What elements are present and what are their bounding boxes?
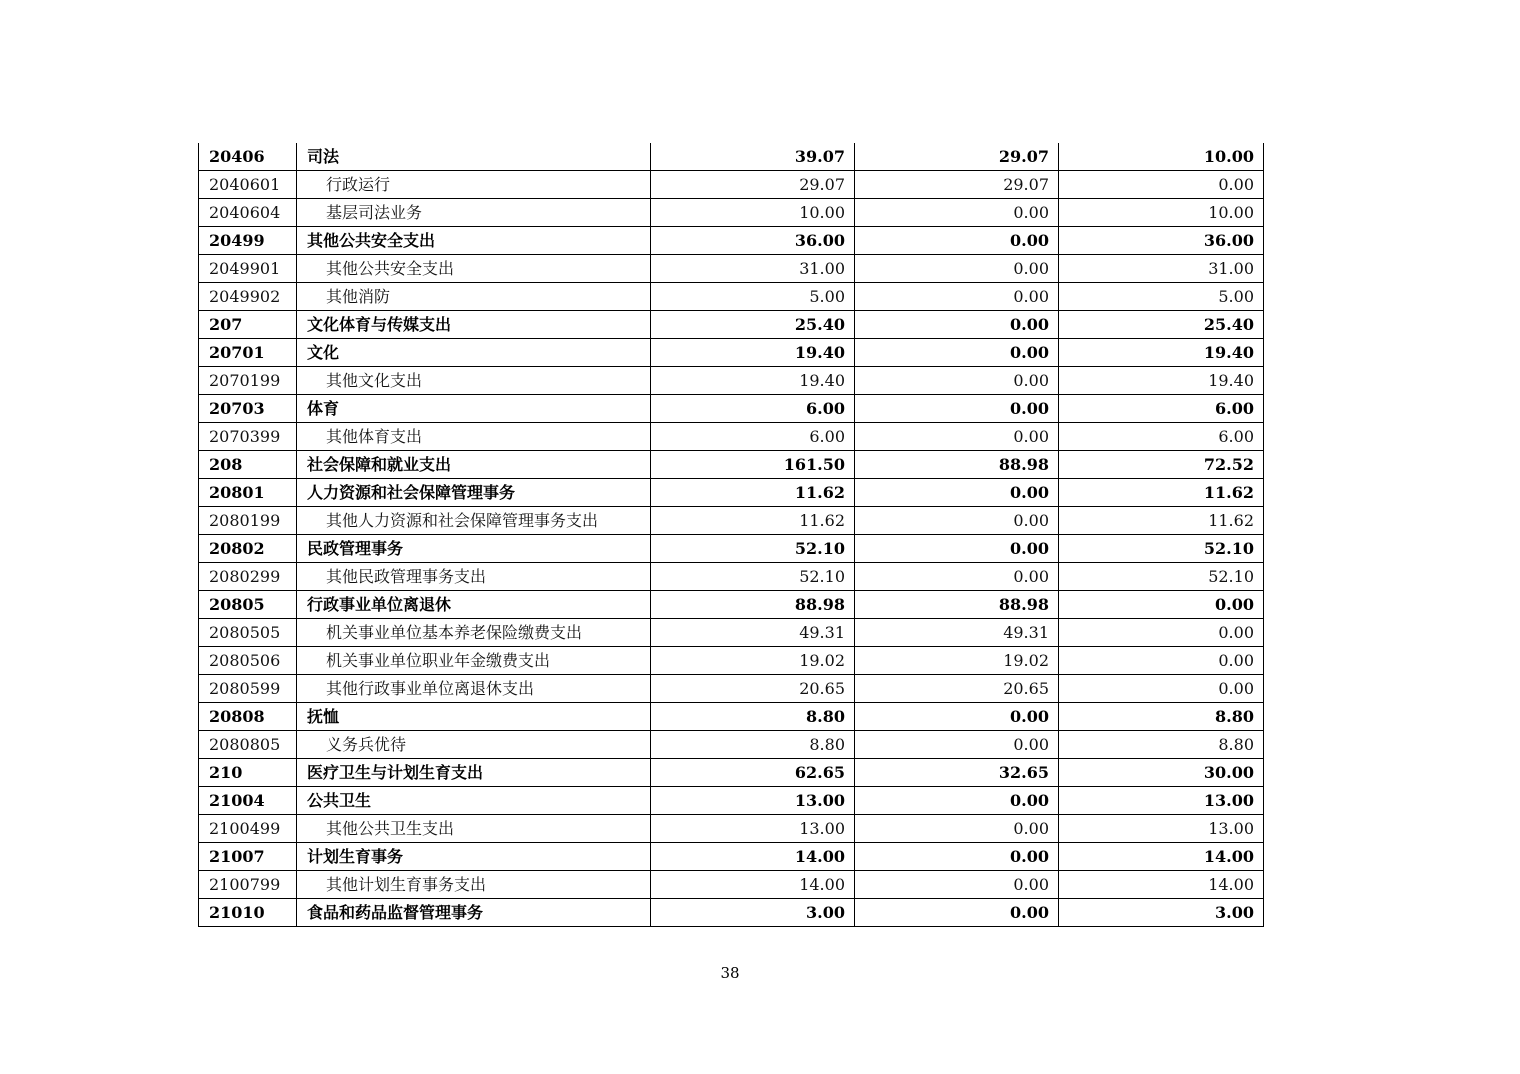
subject-name-cell [297, 423, 651, 451]
subject-name-cell [297, 563, 651, 591]
subject-name: 行政事业单位离退休 [307, 595, 452, 614]
basic-expenditure-cell: 0.00 [855, 787, 1059, 815]
subject-name-cell [297, 143, 651, 171]
total-amount-cell: 8.80 [651, 703, 855, 731]
project-expenditure-cell: 0.00 [1059, 171, 1264, 199]
project-expenditure-cell: 6.00 [1059, 395, 1264, 423]
basic-expenditure-cell: 0.00 [855, 507, 1059, 535]
subject-name: 基层司法业务 [326, 203, 423, 222]
subject-code-cell: 21010 [199, 899, 297, 927]
subject-code-cell: 2040604 [199, 199, 297, 227]
project-expenditure-cell: 10.00 [1059, 143, 1264, 171]
subject-name: 其他公共安全支出 [307, 231, 436, 250]
total-amount-cell: 19.40 [651, 367, 855, 395]
subject-name: 其他计划生育事务支出 [326, 875, 487, 894]
basic-expenditure-cell: 19.02 [855, 647, 1059, 675]
project-expenditure-cell: 52.10 [1059, 563, 1264, 591]
total-amount-cell: 14.00 [651, 871, 855, 899]
subject-name: 公共卫生 [307, 791, 372, 810]
subject-name: 其他民政管理事务支出 [326, 567, 487, 586]
subject-name-cell [297, 395, 651, 423]
subject-code-cell: 21007 [199, 843, 297, 871]
table-row [199, 619, 1264, 647]
subject-code-cell: 2080505 [199, 619, 297, 647]
basic-expenditure-cell: 29.07 [855, 143, 1059, 171]
project-expenditure-cell: 6.00 [1059, 423, 1264, 451]
total-amount-cell: 3.00 [651, 899, 855, 927]
subject-code-cell: 207 [199, 311, 297, 339]
basic-expenditure-cell: 0.00 [855, 227, 1059, 255]
subject-name-cell [297, 535, 651, 563]
basic-expenditure-cell: 0.00 [855, 843, 1059, 871]
table-row [199, 647, 1264, 675]
project-expenditure-cell: 19.40 [1059, 367, 1264, 395]
table-row [199, 227, 1264, 255]
subject-name-cell [297, 843, 651, 871]
subject-code-cell: 2070199 [199, 367, 297, 395]
basic-expenditure-cell: 88.98 [855, 451, 1059, 479]
basic-expenditure-cell: 0.00 [855, 255, 1059, 283]
basic-expenditure-cell: 32.65 [855, 759, 1059, 787]
basic-expenditure-cell: 0.00 [855, 731, 1059, 759]
basic-expenditure-cell: 0.00 [855, 563, 1059, 591]
subject-name: 其他行政事业单位离退休支出 [326, 679, 535, 698]
total-amount-cell: 52.10 [651, 535, 855, 563]
subject-name-cell [297, 675, 651, 703]
basic-expenditure-cell: 0.00 [855, 535, 1059, 563]
basic-expenditure-cell: 0.00 [855, 703, 1059, 731]
subject-name: 食品和药品监督管理事务 [307, 903, 484, 922]
project-expenditure-cell: 14.00 [1059, 871, 1264, 899]
project-expenditure-cell: 14.00 [1059, 843, 1264, 871]
project-expenditure-cell: 0.00 [1059, 619, 1264, 647]
basic-expenditure-cell: 0.00 [855, 311, 1059, 339]
project-expenditure-cell: 36.00 [1059, 227, 1264, 255]
subject-code-cell: 2080599 [199, 675, 297, 703]
subject-name-cell [297, 815, 651, 843]
project-expenditure-cell: 19.40 [1059, 339, 1264, 367]
total-amount-cell: 13.00 [651, 787, 855, 815]
subject-name: 其他消防 [326, 287, 391, 306]
subject-name: 机关事业单位基本养老保险缴费支出 [326, 623, 583, 642]
subject-name: 民政管理事务 [307, 539, 404, 558]
total-amount-cell: 31.00 [651, 255, 855, 283]
basic-expenditure-cell: 88.98 [855, 591, 1059, 619]
table-row [199, 535, 1264, 563]
subject-name-cell [297, 255, 651, 283]
subject-name: 司法 [307, 147, 340, 166]
total-amount-cell: 29.07 [651, 171, 855, 199]
total-amount-cell: 6.00 [651, 423, 855, 451]
table-row [199, 591, 1264, 619]
subject-name-cell [297, 311, 651, 339]
table-row [199, 339, 1264, 367]
subject-code-cell: 2080299 [199, 563, 297, 591]
subject-name: 行政运行 [326, 175, 391, 194]
total-amount-cell: 6.00 [651, 395, 855, 423]
total-amount-cell: 49.31 [651, 619, 855, 647]
subject-code-cell: 2040601 [199, 171, 297, 199]
total-amount-cell: 52.10 [651, 563, 855, 591]
subject-code-cell: 20801 [199, 479, 297, 507]
total-amount-cell: 20.65 [651, 675, 855, 703]
subject-code-cell: 2080199 [199, 507, 297, 535]
table-row [199, 843, 1264, 871]
page-number: 38 [720, 964, 740, 982]
basic-expenditure-cell: 0.00 [855, 899, 1059, 927]
table-row [199, 143, 1264, 171]
basic-expenditure-cell: 0.00 [855, 339, 1059, 367]
subject-code-cell: 21004 [199, 787, 297, 815]
subject-name-cell [297, 871, 651, 899]
subject-name-cell [297, 283, 651, 311]
subject-name: 文化体育与传媒支出 [307, 315, 452, 334]
table-row [199, 395, 1264, 423]
subject-name: 医疗卫生与计划生育支出 [307, 763, 484, 782]
project-expenditure-cell: 31.00 [1059, 255, 1264, 283]
total-amount-cell: 14.00 [651, 843, 855, 871]
project-expenditure-cell: 72.52 [1059, 451, 1264, 479]
total-amount-cell: 8.80 [651, 731, 855, 759]
subject-name: 体育 [307, 399, 340, 418]
basic-expenditure-cell: 0.00 [855, 367, 1059, 395]
table-row [199, 899, 1264, 927]
basic-expenditure-cell: 0.00 [855, 479, 1059, 507]
expenditure-table [198, 143, 1264, 927]
project-expenditure-cell: 10.00 [1059, 199, 1264, 227]
total-amount-cell: 19.40 [651, 339, 855, 367]
subject-name-cell [297, 479, 651, 507]
total-amount-cell: 39.07 [651, 143, 855, 171]
total-amount-cell: 62.65 [651, 759, 855, 787]
total-amount-cell: 10.00 [651, 199, 855, 227]
subject-name: 其他文化支出 [326, 371, 423, 390]
subject-code-cell: 20499 [199, 227, 297, 255]
project-expenditure-cell: 8.80 [1059, 703, 1264, 731]
subject-code-cell: 210 [199, 759, 297, 787]
subject-code-cell: 2070399 [199, 423, 297, 451]
subject-name: 计划生育事务 [307, 847, 404, 866]
basic-expenditure-cell: 0.00 [855, 283, 1059, 311]
subject-name-cell [297, 759, 651, 787]
table-row [199, 871, 1264, 899]
table-row [199, 815, 1264, 843]
subject-code-cell: 20703 [199, 395, 297, 423]
total-amount-cell: 36.00 [651, 227, 855, 255]
subject-name-cell [297, 787, 651, 815]
subject-name: 其他公共卫生支出 [326, 819, 455, 838]
table-row [199, 675, 1264, 703]
total-amount-cell: 11.62 [651, 507, 855, 535]
total-amount-cell: 88.98 [651, 591, 855, 619]
subject-name-cell [297, 199, 651, 227]
table-body [199, 143, 1264, 927]
project-expenditure-cell: 5.00 [1059, 283, 1264, 311]
basic-expenditure-cell: 0.00 [855, 815, 1059, 843]
project-expenditure-cell: 13.00 [1059, 815, 1264, 843]
subject-name: 其他体育支出 [326, 427, 423, 446]
project-expenditure-cell: 52.10 [1059, 535, 1264, 563]
subject-code-cell: 20808 [199, 703, 297, 731]
subject-code-cell: 2080805 [199, 731, 297, 759]
basic-expenditure-cell: 49.31 [855, 619, 1059, 647]
total-amount-cell: 5.00 [651, 283, 855, 311]
basic-expenditure-cell: 20.65 [855, 675, 1059, 703]
table-row [199, 563, 1264, 591]
table-row [199, 451, 1264, 479]
table-row [199, 479, 1264, 507]
table-row [199, 255, 1264, 283]
table-row [199, 423, 1264, 451]
basic-expenditure-cell: 29.07 [855, 171, 1059, 199]
total-amount-cell: 13.00 [651, 815, 855, 843]
subject-name-cell [297, 227, 651, 255]
table-row [199, 703, 1264, 731]
project-expenditure-cell: 0.00 [1059, 675, 1264, 703]
subject-name-cell [297, 731, 651, 759]
subject-name-cell [297, 899, 651, 927]
project-expenditure-cell: 11.62 [1059, 479, 1264, 507]
subject-name-cell [297, 619, 651, 647]
basic-expenditure-cell: 0.00 [855, 423, 1059, 451]
subject-name: 义务兵优待 [326, 735, 407, 754]
subject-name-cell [297, 647, 651, 675]
project-expenditure-cell: 0.00 [1059, 647, 1264, 675]
basic-expenditure-cell: 0.00 [855, 199, 1059, 227]
subject-name: 其他公共安全支出 [326, 259, 455, 278]
subject-name: 机关事业单位职业年金缴费支出 [326, 651, 551, 670]
project-expenditure-cell: 13.00 [1059, 787, 1264, 815]
subject-code-cell: 208 [199, 451, 297, 479]
subject-code-cell: 2049901 [199, 255, 297, 283]
total-amount-cell: 11.62 [651, 479, 855, 507]
subject-name-cell [297, 339, 651, 367]
project-expenditure-cell: 0.00 [1059, 591, 1264, 619]
subject-code-cell: 2100799 [199, 871, 297, 899]
table-row [199, 171, 1264, 199]
subject-name-cell [297, 703, 651, 731]
table-row [199, 731, 1264, 759]
table-row [199, 367, 1264, 395]
subject-code-cell: 20406 [199, 143, 297, 171]
subject-name: 抚恤 [307, 707, 340, 726]
subject-code-cell: 20701 [199, 339, 297, 367]
subject-code-cell: 2080506 [199, 647, 297, 675]
table-row [199, 507, 1264, 535]
table-row [199, 283, 1264, 311]
subject-code-cell: 20805 [199, 591, 297, 619]
basic-expenditure-cell: 0.00 [855, 395, 1059, 423]
project-expenditure-cell: 8.80 [1059, 731, 1264, 759]
project-expenditure-cell: 25.40 [1059, 311, 1264, 339]
subject-name: 人力资源和社会保障管理事务 [307, 483, 516, 502]
total-amount-cell: 19.02 [651, 647, 855, 675]
subject-code-cell: 2100499 [199, 815, 297, 843]
total-amount-cell: 161.50 [651, 451, 855, 479]
table-row [199, 311, 1264, 339]
basic-expenditure-cell: 0.00 [855, 871, 1059, 899]
subject-name-cell [297, 171, 651, 199]
subject-name-cell [297, 451, 651, 479]
subject-name-cell [297, 507, 651, 535]
subject-name: 其他人力资源和社会保障管理事务支出 [326, 511, 599, 530]
project-expenditure-cell: 3.00 [1059, 899, 1264, 927]
project-expenditure-cell: 30.00 [1059, 759, 1264, 787]
subject-name-cell [297, 591, 651, 619]
subject-name: 社会保障和就业支出 [307, 455, 452, 474]
table-row [199, 787, 1264, 815]
subject-name: 文化 [307, 343, 340, 362]
subject-code-cell: 2049902 [199, 283, 297, 311]
table-row [199, 199, 1264, 227]
total-amount-cell: 25.40 [651, 311, 855, 339]
project-expenditure-cell: 11.62 [1059, 507, 1264, 535]
subject-code-cell: 20802 [199, 535, 297, 563]
subject-name-cell [297, 367, 651, 395]
table-row [199, 759, 1264, 787]
